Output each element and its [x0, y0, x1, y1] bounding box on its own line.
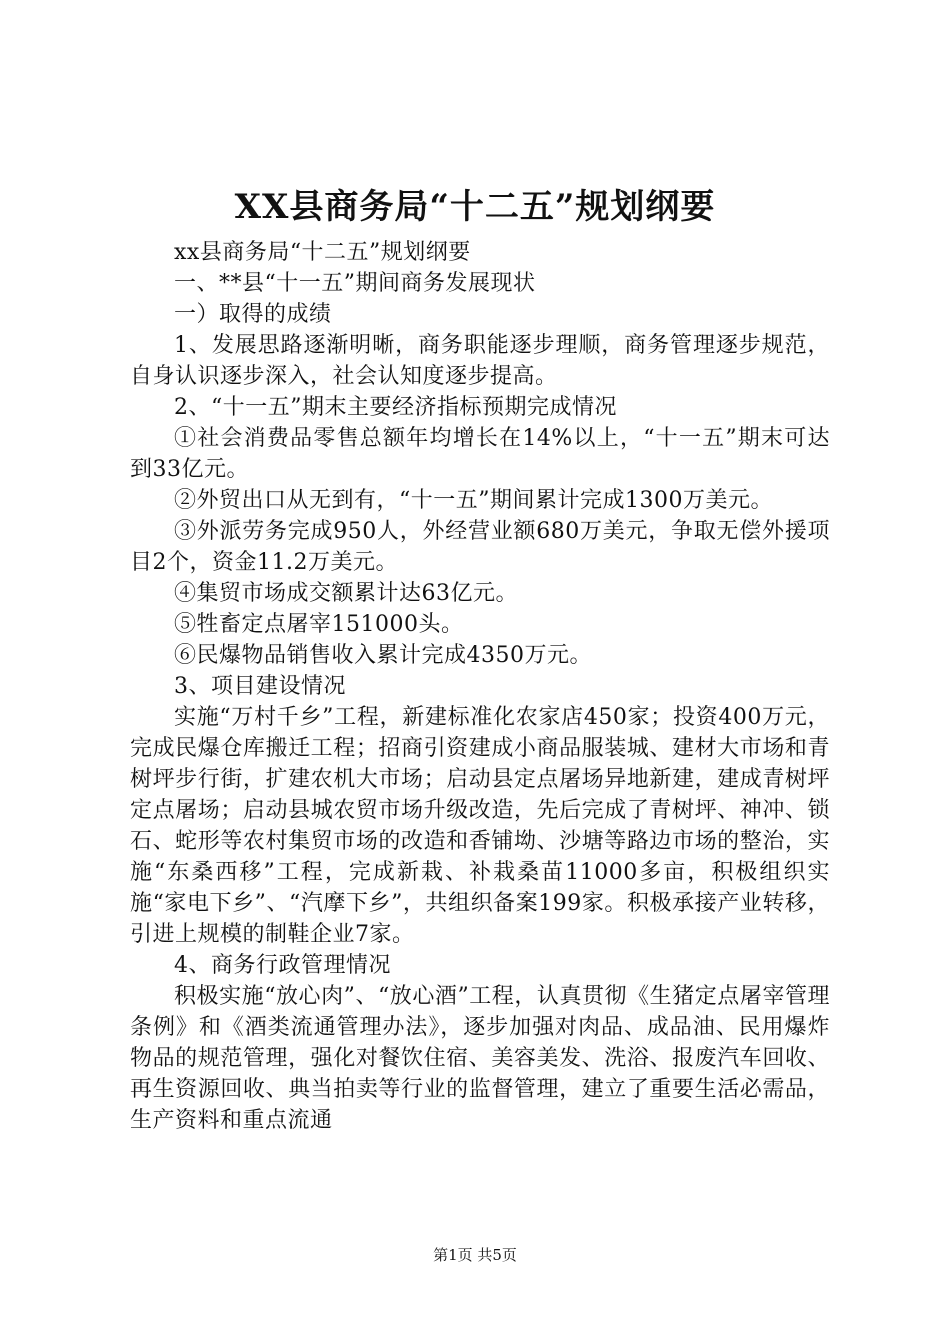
paragraph-section-heading: 一、**县“十一五”期间商务发展现状: [174, 271, 536, 296]
paragraph-indicator-2: ②外贸出口从无到有，“十一五”期间累计完成1300万美元。: [174, 488, 773, 513]
paragraph-administration: 积极实施“放心肉”、“放心酒”工程，认真贯彻《生猪定点屠宰管理条例》和《酒类流通管理办法》，逐步加强对肉品、成品油、民用爆炸物品的规范管理，强化对餐饮住宿、美容美发、洗浴、报废汽车回收、再生资源回收、典当拍卖等行业的监督管理，建立了重要生活必需品，生产资料和重点流通: [130, 984, 830, 1133]
paragraph-item-2-heading: 2、“十一五”期末主要经济指标预期完成情况: [174, 395, 617, 420]
paragraph-subsection-heading: 一）取得的成绩: [174, 302, 332, 327]
paragraph-indicator-5: ⑤牲畜定点屠宰151000头。: [174, 612, 464, 637]
paragraph-indicator-6: ⑥民爆物品销售收入累计完成4350万元。: [174, 643, 592, 668]
paragraph-item-1: 1、发展思路逐渐明晰，商务职能逐步理顺，商务管理逐步规范，自身认识逐步深入，社会认知度逐步提高。: [130, 333, 830, 389]
paragraph-indicator-3: ③外派劳务完成950人，外经营业额680万美元，争取无偿外援项目2个，资金11.2万美元。: [130, 519, 830, 575]
paragraph-item-3-heading: 3、项目建设情况: [174, 674, 346, 699]
document-title: XX县商务局“十二五”规划纲要: [234, 187, 716, 227]
paragraph-item-4-heading: 4、商务行政管理情况: [174, 953, 391, 978]
page-number-footer: 第1页 共5页: [433, 1246, 517, 1264]
paragraph-subtitle: xx县商务局“十二五”规划纲要: [174, 240, 471, 265]
paragraph-indicator-4: ④集贸市场成交额累计达63亿元。: [174, 581, 518, 606]
document-body: [130, 237, 830, 1136]
paragraph-indicator-1: ①社会消费品零售总额年均增长在14%以上，“十一五”期末可达到33亿元。: [130, 426, 830, 482]
paragraph-project-construction: 实施“万村千乡”工程，新建标准化农家店450家；投资400万元，完成民爆仓库搬迁工程；招商引资建成小商品服装城、建材大市场和青树坪步行街，扩建农机大市场；启动县定点屠场异地新建，建成青树坪定点屠场；启动县城农贸市场升级改造，先后完成了青树坪、神冲、锁石、蛇形等农村集贸市场的改造和香铺坳、沙塘等路边市场的整治，实施“东桑西移”工程，完成新栽、补栽桑苗11000多亩，积极组织实施“家电下乡”、“汽摩下乡”，共组织备案199家。积极承接产业转移，引进上规模的制鞋企业7家。: [130, 705, 830, 947]
